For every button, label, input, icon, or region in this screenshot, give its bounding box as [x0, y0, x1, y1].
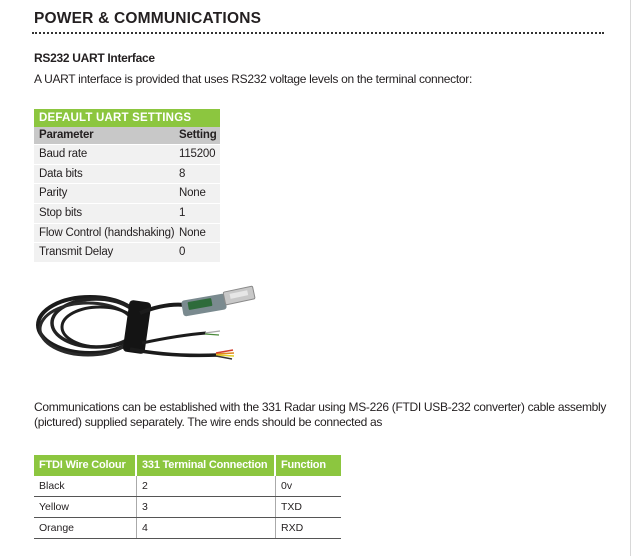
uart-table-column-header — [34, 127, 220, 145]
ftdi-wiring-table — [34, 455, 341, 539]
column-header-setting: Setting — [179, 129, 217, 141]
column-header-ftdi-wire-colour: FTDI Wire Colour — [34, 455, 137, 476]
uart-row-stop-bits — [34, 204, 220, 224]
communications-text-line-1: Communications can be established with the 331 Radar using MS-226 (FTDI USB-232 converter) cable assembly — [34, 400, 607, 414]
terminal-cell: 3 — [137, 497, 276, 517]
function-cell: 0v — [281, 480, 293, 492]
wire-colour-cell: Yellow — [34, 497, 137, 517]
default-uart-settings-table — [34, 109, 220, 263]
function-cell: TXD — [281, 501, 302, 513]
parameter-cell: Baud rate — [39, 148, 88, 160]
wire-colour-cell: Black — [34, 476, 137, 496]
ftdi-row-orange — [34, 518, 341, 539]
wire-colour-cell: Orange — [34, 518, 137, 538]
setting-cell: 115200 — [179, 148, 216, 160]
parameter-cell: Data bits — [39, 167, 83, 180]
page-edge-line — [630, 0, 631, 556]
setting-cell: None — [179, 226, 206, 239]
function-cell: RXD — [281, 522, 304, 534]
uart-row-data-bits — [34, 165, 220, 185]
column-header-terminal-connection: 331 Terminal Connection — [137, 455, 276, 476]
terminal-cell: 4 — [137, 518, 276, 538]
uart-row-baud-rate — [34, 145, 220, 165]
rs232-heading: RS232 UART Interface — [34, 51, 155, 65]
ftdi-table-header — [34, 455, 341, 476]
uart-row-parity — [34, 184, 220, 204]
column-header-function: Function — [276, 455, 341, 476]
uart-row-transmit-delay — [34, 243, 220, 263]
parameter-cell: Parity — [39, 187, 68, 200]
ftdi-usb-cable-image — [30, 283, 270, 365]
uart-row-flow-control — [34, 224, 220, 244]
rs232-intro-text: A UART interface is provided that uses RS232 voltage levels on the terminal connector: — [34, 72, 473, 86]
setting-cell: 1 — [179, 207, 186, 220]
setting-cell: 8 — [179, 167, 186, 180]
setting-cell: 0 — [179, 246, 186, 259]
communications-text-line-2: (pictured) supplied separately. The wire ends should be connected as — [34, 415, 383, 429]
ftdi-row-black — [34, 476, 341, 497]
setting-cell: None — [179, 187, 206, 200]
title-dotted-rule — [32, 32, 604, 34]
column-header-parameter: Parameter — [39, 129, 94, 141]
parameter-cell: Flow Control (handshaking) — [39, 226, 175, 239]
ftdi-row-yellow — [34, 497, 341, 518]
section-title: POWER & COMMUNICATIONS — [34, 10, 262, 27]
uart-table-title: DEFAULT UART SETTINGS — [34, 109, 220, 127]
parameter-cell: Transmit Delay — [39, 246, 114, 259]
parameter-cell: Stop bits — [39, 207, 82, 220]
terminal-cell: 2 — [137, 476, 276, 496]
